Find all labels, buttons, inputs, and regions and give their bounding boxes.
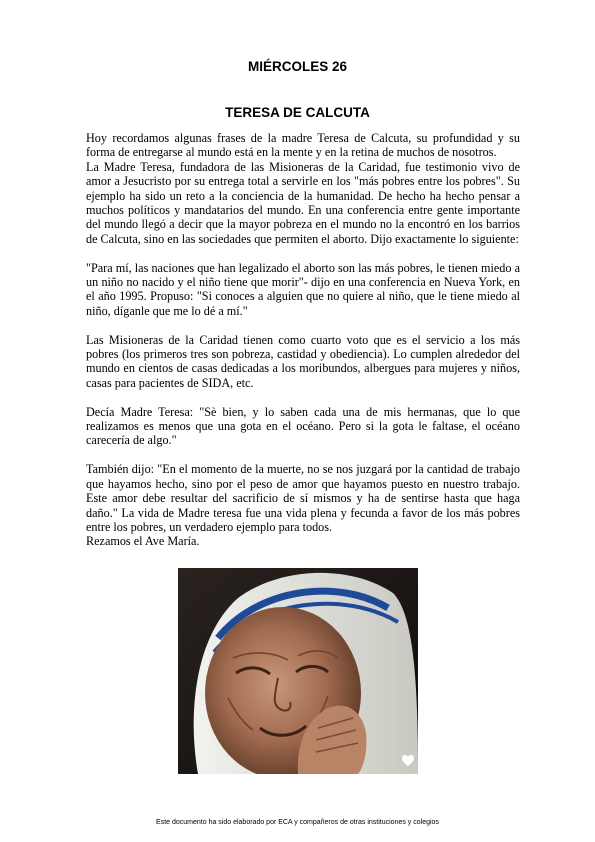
paragraph-intro: Hoy recordamos algunas frases de la madre Teresa de Calcuta, su profundidad y su forma de entregarse al mundo está en la mente y en la retina de muchos de nosotros. xyxy=(86,131,520,160)
paragraph-missionaries: Las Misioneras de la Caridad tienen como cuarto voto que es el servicio a los más pobres (los primeros tres son pobreza, castidad y obediencia). Lo cumplen alrededor del mundo en cientos de casas dedicadas a los moribundos, albergues para mujeres y niños, casas para pacientes de SIDA, etc. xyxy=(86,332,520,390)
paragraph-quote-ocean: Decía Madre Teresa: "Sè bien, y lo saben cada una de mis hermanas, que lo que realizamos es menos que una gota en el océano. Pero si la gota le faltase, el océano carecería de algo." xyxy=(86,404,520,448)
paragraph-quote-abortion: "Para mí, las naciones que han legalizado el aborto son las más pobres, le tienen miedo a un niño no nacido y el niño tiene que morir"- dijo en una conferencia en Nueva York, en el año 1995. Propuso: "Si conoces a alguien que no quiere al niño, que le tiene miedo al niño, díganle que me lo dé a mí." xyxy=(86,260,520,318)
paragraph-prayer: Rezamos el Ave María. xyxy=(86,534,200,549)
portrait-illustration xyxy=(178,568,418,774)
paragraph-biography: La Madre Teresa, fundadora de las Misioneras de la Caridad, fue testimonio vivo de amor a Jesucristo por su entrega total a servirle en los "más pobres entre los pobres". Su ejemplo ha sido un reto a la conciencia de la humanidad. De hecho ha hecho pensar a muchos políticos y mandatarios del mundo. En una conferencia entre gente importante del mundo llegó a decir que la mayor pobreza en el mundo no la encontró en los barrios de Calcuta, sino en las sociedades que permiten el aborto. Dijo exactamente lo siguiente: xyxy=(86,159,520,246)
footer-note: Este documento ha sido elaborado por ECA y compañeros de otras instituciones y colegios xyxy=(156,819,439,826)
paragraph-quote-love: También dijo: "En el momento de la muerte, no se nos juzgará por la cantidad de trabajo que hayamos hecho, sino por el peso de amor que hayamos puesto en nuestro trabajo. Este amor debe resultar del sacrificio de sí mismos y ha de sentirse hasta que haga daño." La vida de Madre teresa fue una vida plena y fecunda a favor de los más pobres entre los pobres, un verdadero ejemplo para todos. xyxy=(86,462,520,534)
day-heading: MIÉRCOLES 26 xyxy=(247,59,348,74)
article-body xyxy=(86,131,520,549)
page-title: TERESA DE CALCUTA xyxy=(225,105,370,120)
portrait-photo xyxy=(178,568,418,774)
